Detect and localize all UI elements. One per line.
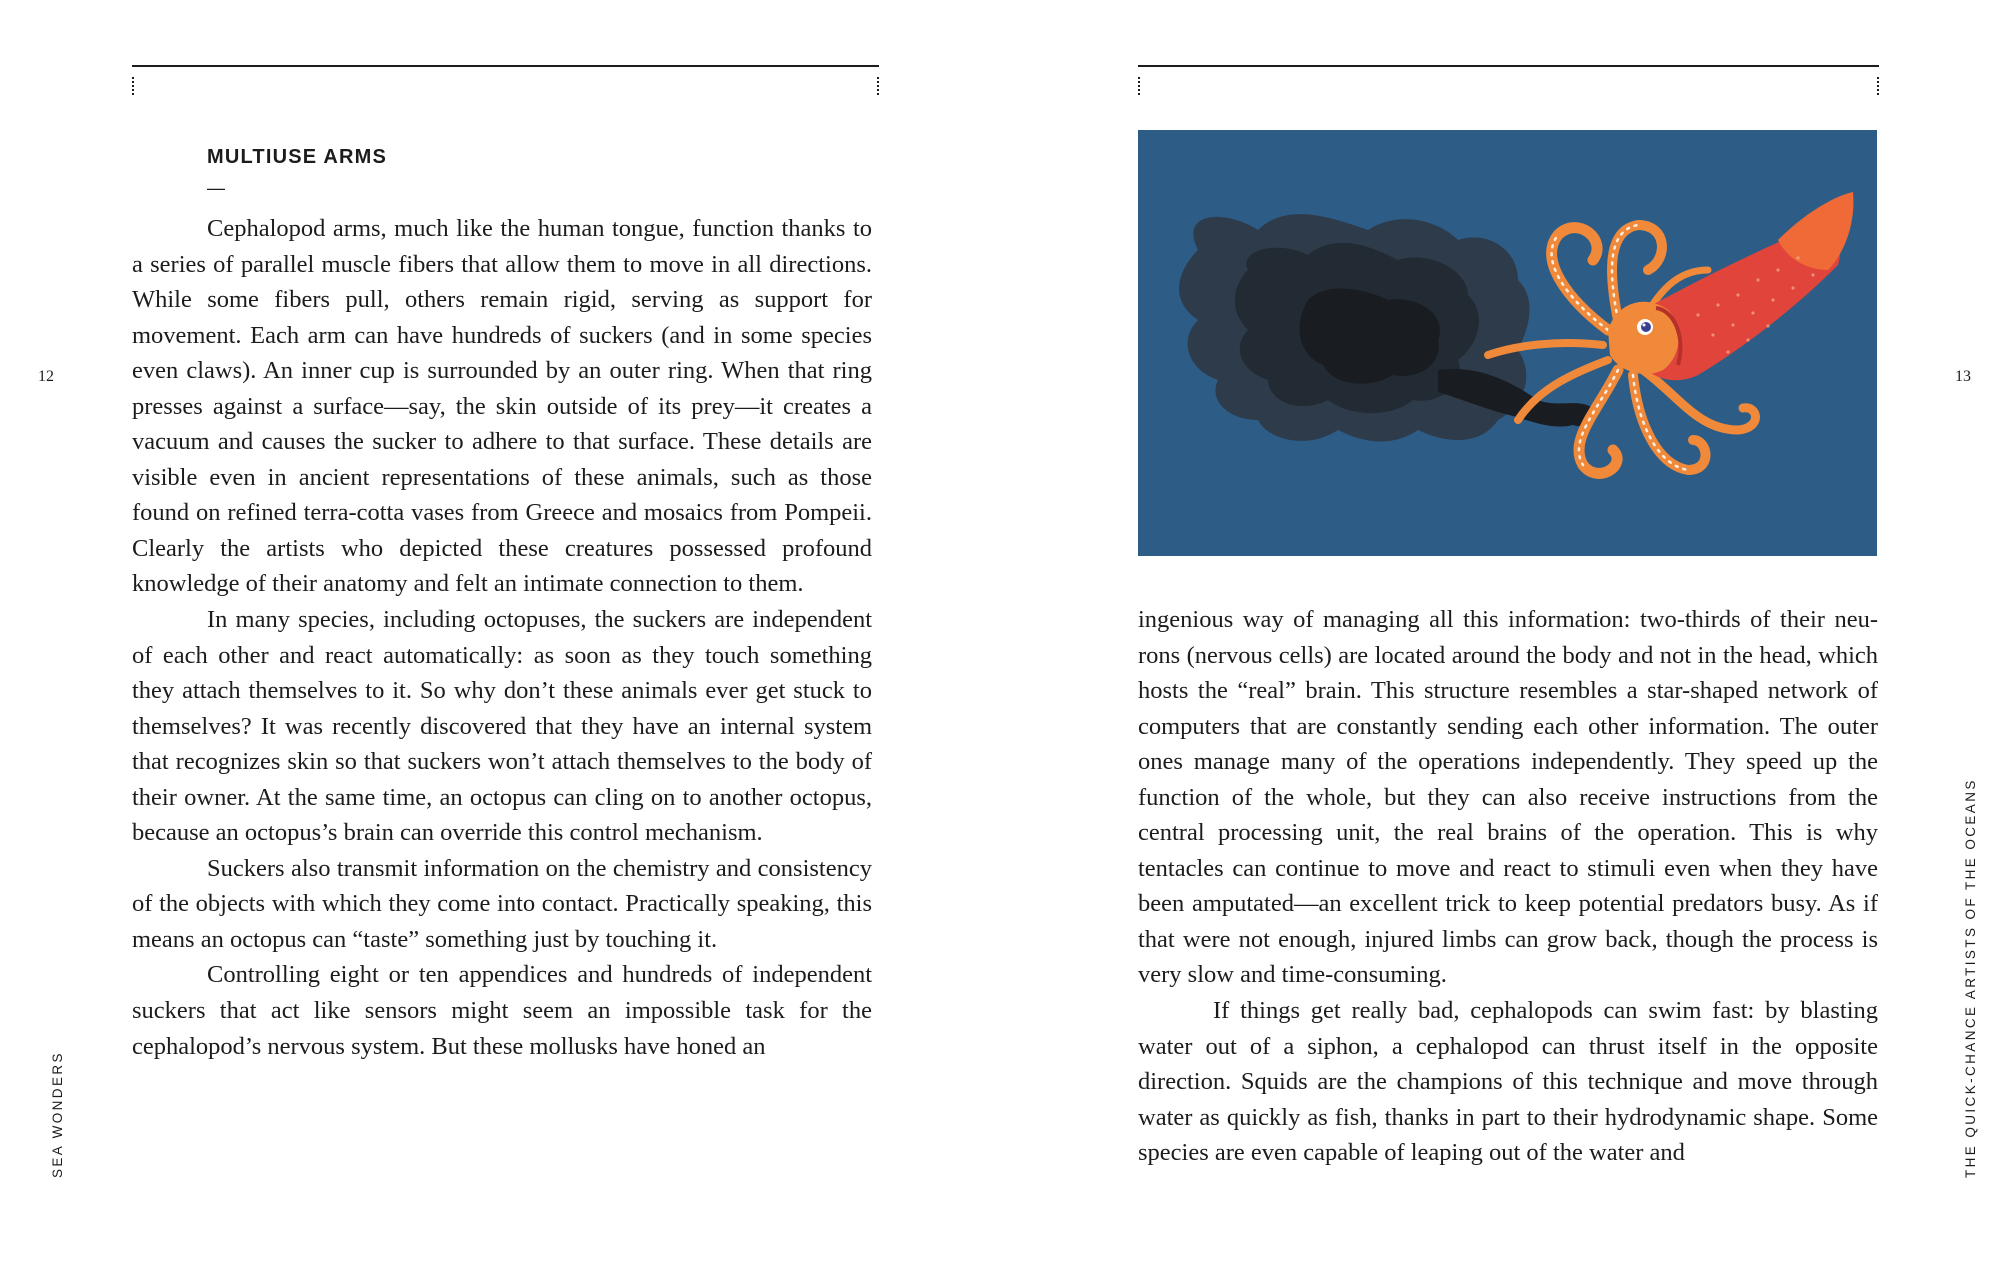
body-paragraph: ingenious way of managing all this information: two-thirds of their neurons (nervous cells) are located around the body and not in the head, which hosts the “real” brain. This structure resembles a star-shaped network of computers that are constantly sending each other information. The outer ones manage many of the operations independently. They speed up the function of the whole, but they can also receive instructions from the central processing unit, the real brains of the operation. This is why tentacles can continue to move and react to stimuli even when they have been amputated—an excellent trick to keep potential predators busy. As if that were not enough, injured limbs can grow back, though the process is very slow and time-consuming. xyxy=(1138,606,1878,989)
left-page-body xyxy=(132,211,872,1064)
top-rule-right xyxy=(1138,65,1879,67)
tentacle xyxy=(1552,228,1608,330)
heading-dash: — xyxy=(207,178,225,198)
top-rule-left xyxy=(132,65,879,67)
body-paragraph: Cephalopod arms, much like the human tongue, function thanks to a series of parallel muscle fibers that allow them to move in all directions. While some fibers pull, others remain rigid, serving as support for movement. Each arm can have hundreds of suckers (and in some species even claws). An inner cup is surrounded by an outer ring. When that ring presses against a surface—say, the skin outside of its prey—it creates a vacuum and causes the sucker to adhere to that surface. These details are visible even in ancient representations of these animals, such as those found on refined terra-cotta vases from Greece and mosaics from Pompeii. Clearly the artists who depicted these creatures possessed profound knowledge of their anatomy and felt an intimate connection to them. xyxy=(132,215,872,598)
page-number-right: 13 xyxy=(1955,368,1971,385)
page-number-left: 12 xyxy=(38,368,54,385)
rule-tick-right-end xyxy=(1877,77,1879,95)
body-paragraph: Suckers also transmit information on the chemistry and consistency of the objects with which they come into contact. Practically speaking, this means an octopus can “taste” something just by touching it. xyxy=(132,854,872,953)
body-paragraph: If things get really bad, cephalopods can swim fast: by blasting water out of a siphon, a cephalopod can thrust itself in the opposite direction. Squids are the champions of this technique and move through water as quickly as fish, thanks in part to their hydrodynamic shape. Some species are even capable of leaping out of the water and xyxy=(1138,997,1878,1167)
section-heading: MULTIUSE ARMS xyxy=(207,146,388,168)
tentacle xyxy=(1643,370,1756,430)
body-paragraph: Controlling eight or ten appendices and hundreds of independent suckers that act like sensors might seem an impossible task for the cephalopod’s nervous system. But these mollusks have honed an xyxy=(132,961,872,1060)
body-paragraph: In many species, including octopuses, the suckers are independent of each other and react automatically: as soon as they touch something they attach themselves to it. So why don’t these animals ever get stuck to themselves? It was recently discovered that they have an internal system that recognizes skin so that suckers won’t attach themselves to the body of their owner. At the same time, an octopus can cling on to another octopus, because an octopus’s brain can override this control mechanism. xyxy=(132,606,872,847)
running-head-left: SEA WONDERS xyxy=(50,1051,65,1178)
right-page-body xyxy=(1138,602,1878,1171)
running-head-right: THE QUICK-CHANCE ARTISTS OF THE OCEANS xyxy=(1963,778,1978,1178)
tentacle xyxy=(1579,370,1618,473)
squid-illustration xyxy=(1138,130,1877,556)
rule-tick-left-start xyxy=(132,77,134,95)
rule-tick-right-start xyxy=(1138,77,1140,95)
rule-tick-left-end xyxy=(877,77,879,95)
